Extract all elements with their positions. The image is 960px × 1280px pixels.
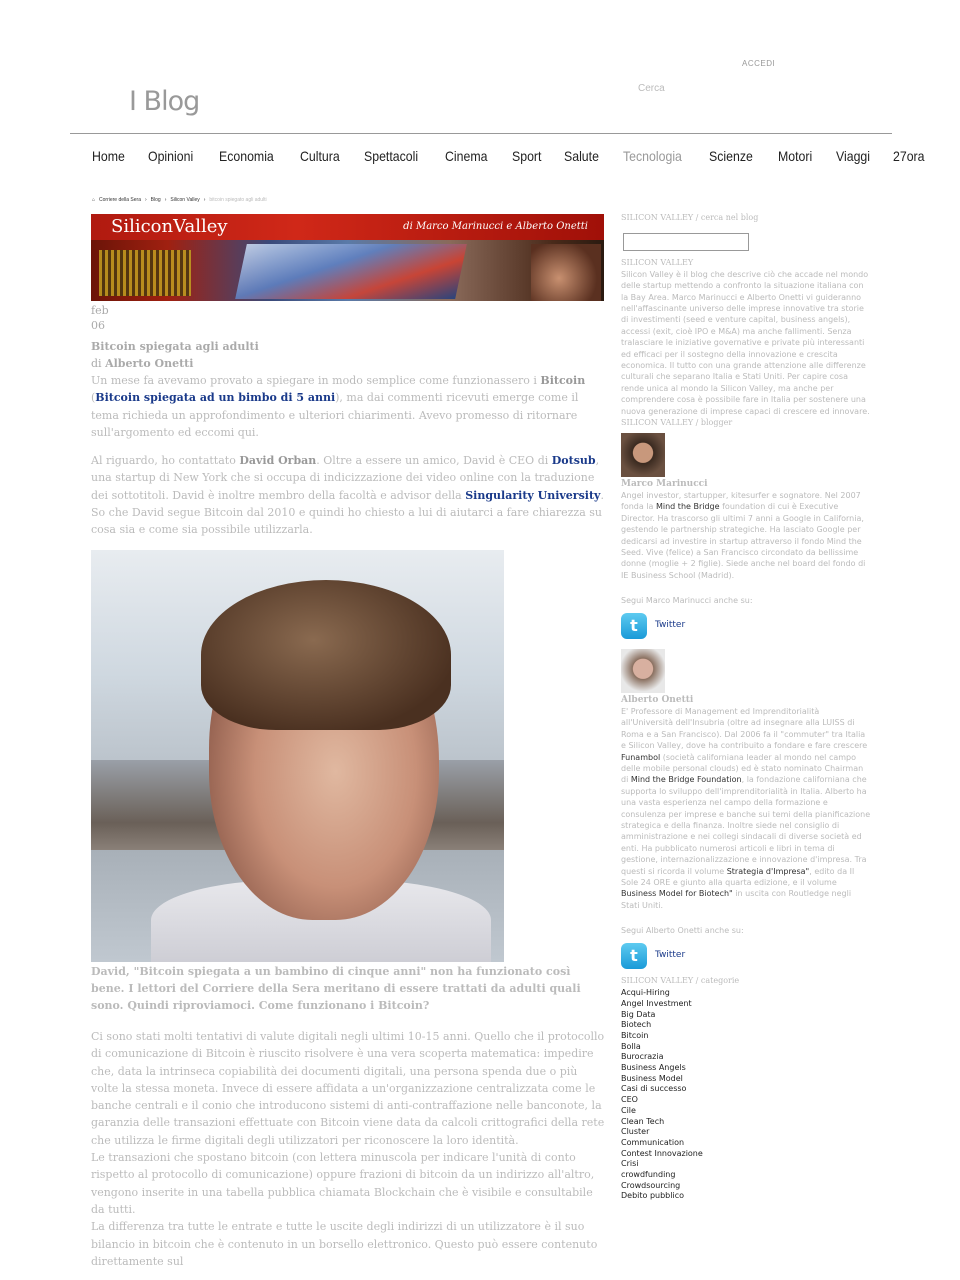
search-label[interactable]: Cerca [638, 83, 665, 94]
sidebar-about-text: Silicon Valley è il blog che descrive ciò che accade nel mondo delle startup mettendo a confronto la situazione italiana con la Bay Area. Marco Marinucci e Alberto Onetti vi guideranno nell'affascinante universo delle imprese innovative tra storie di investimenti (seed e venture capital, business angels), accessi (exit, cioè IPO e M&A) ma anche fallimenti. Senza tralasciare le iniziative governative e private più interessanti ed efficaci per il sostegno della innovazione e crescita economica. Il tutto con una grande attenzione alle differenze culturali che separano Italia e Stati Uniti. Per capire cosa rende unica al mondo la Silicon Valley, ma anche per comprendere cosa è possibile fare in Italia per sostenere una nuova generazione di imprese capaci di crescere ed innovare. [621, 269, 870, 416]
paragraph: Al riguardo, ho contattato David Orban. Oltre a essere un amico, David è CEO di Dotsub, una startup di New York che si occupa di indicizzazione dei video online con la traduzione dei sottotitoli. David è inoltre membro della facoltà e advisor della Singularity University. So che David segue Bitcoin dal 2010 e quindi ho chiesto a lui di aiutarci a fare chiarezza su cosa sia e come sia possibile utilizzarla. [91, 454, 604, 537]
link-singularity-university[interactable]: Singularity University [465, 488, 601, 502]
sidebar-blogger-label: SILICON VALLEY / blogger [621, 418, 733, 428]
category-link[interactable]: Crisi [621, 1159, 639, 1169]
site-logo[interactable]: I Blog [129, 86, 200, 117]
twitter-follow-marco[interactable] [621, 613, 871, 639]
breadcrumb-item[interactable]: Silicon Valley [170, 197, 200, 203]
category-link[interactable]: Communication [621, 1137, 685, 1147]
follow-label: Segui Marco Marinucci anche su: [621, 596, 753, 606]
photo-hair [201, 580, 451, 730]
paragraph: Un mese fa avevamo provato a spiegare in modo semplice come funzionassero i Bitcoin (Bitcoin spiegata ad un bimbo di 5 anni), ma dai commenti ricevuti emerge come il tema richieda un approfondimento e ulteriori chiarimenti. Avevo promesso di ritornare sull'argomento ed eccomi qui. [91, 374, 586, 439]
avatar-alberto-onetti[interactable] [621, 649, 665, 693]
link-mind-the-bridge-foundation[interactable]: Mind the Bridge Foundation [630, 775, 742, 785]
byline-prefix: di [91, 357, 102, 370]
link-dotsub[interactable]: Dotsub [551, 454, 596, 468]
nav-item-home[interactable]: Home [92, 148, 125, 164]
banner-chip-image [99, 250, 191, 296]
avatar-marco-marinucci[interactable] [621, 433, 665, 477]
twitter-label[interactable]: Twitter [655, 949, 686, 960]
breadcrumb-item[interactable]: Blog [150, 197, 161, 203]
nav-item-viaggi[interactable]: Viaggi [835, 148, 870, 164]
sidebar [621, 212, 871, 1202]
blogger-bio: E' Professore di Management ed Imprenditorialità all'Università dell'Insubria (oltre ad insegnare alla LUISS di Roma e a San Francisco). Dal 2006 fa il "commuter" tra Italia e Silicon Valley, dove ha contribuito a fondare e fare crescere Funambol (società californiana leader al mondo nel campo delle mobile personal clouds) ed è stato nominato Chairman di Mind the Bridge Foundation, la fondazione californiana che supporta lo sviluppo dell'imprenditorialità in Italia. Alberto ha una vasta esperienza nel campo della formazione e consulenza per imprese e banche sui temi della pianificazione strategica e della finanza. Inoltre siede nel consiglio di amministrazione e nei collegi sindacali di diverse società ed enti. Ha pubblicato numerosi articoli e libri in tema di gestione, internazionalizzazione e innovazione d'impresa. Tra questi si ricorda il volume Strategia d'Impresa", edito da Il Sole 24 ORE e giunto alla quarta edizione, e il volume Business Model for Biotech" in uscita con Routledge negli Stati Uniti. [621, 706, 871, 910]
post-title[interactable]: Bitcoin spiegata agli adulti [91, 340, 259, 353]
category-link[interactable]: Business Model [621, 1073, 683, 1083]
category-link[interactable]: CEO [621, 1095, 638, 1105]
category-link[interactable]: Big Data [621, 1009, 656, 1019]
header-divider [70, 133, 892, 134]
blog-search-input[interactable] [623, 233, 749, 251]
category-link[interactable]: Bolla [621, 1041, 641, 1051]
chevron-right-icon: › [164, 197, 167, 203]
paragraph: Le transazioni che spostano bitcoin (con lettera minuscola per indicare l'unità di conto rispetto al protocollo di comunicazione) oppure frazioni di bitcoin da un indirizzo all'altro, vengono inserite in una tabella pubblica chiamata Blockchain che è visibile e consultabile da tutti. [91, 1151, 595, 1216]
blog-post [91, 303, 606, 550]
twitter-icon[interactable]: t [621, 613, 647, 639]
link-funambol[interactable]: Funambol [621, 752, 661, 762]
nav-item-spettacoli[interactable]: Spettacoli [364, 148, 419, 164]
link-bitcoin-bimbo[interactable]: Bitcoin spiegata ad un bimbo di 5 anni [95, 391, 336, 405]
category-link[interactable]: Acqui-Hiring [621, 988, 670, 998]
post-day: 06 [91, 319, 105, 332]
category-link[interactable]: Biotech [621, 1020, 652, 1030]
nav-item-opinioni[interactable]: Opinioni [148, 148, 194, 164]
link-mind-the-bridge[interactable]: Mind the Bridge [655, 502, 720, 512]
nav-item-economia[interactable]: Economia [218, 148, 274, 164]
category-link[interactable]: Cluster [621, 1127, 650, 1137]
banner-hand-image [531, 244, 601, 301]
post-body-continued [91, 1028, 606, 1280]
breadcrumb-item[interactable]: Corriere della Sera [99, 197, 141, 203]
nav-item-tecnologia[interactable]: Tecnologia [623, 148, 682, 164]
blogger-name[interactable]: Marco Marinucci [621, 478, 708, 489]
sidebar-search-label: SILICON VALLEY / cerca nel blog [621, 213, 759, 222]
category-link[interactable]: Business Angels [621, 1063, 686, 1073]
post-byline [91, 355, 606, 372]
photo-caption: David, "Bitcoin spiegata a un bambino di cinque anni" non ha funzionato così bene. I lettori del Corriere della Sera meritano di essere trattati da adulti quali sono. Quindi riproviamoci. Come funzionano i Bitcoin? [91, 965, 581, 1012]
post-month: feb [91, 304, 109, 317]
home-icon[interactable]: ⌂ [92, 197, 96, 203]
twitter-label[interactable]: Twitter [655, 619, 686, 630]
twitter-icon[interactable]: t [621, 943, 647, 969]
nav-item-salute[interactable]: Salute [564, 148, 600, 164]
blog-banner[interactable] [91, 214, 604, 301]
main-nav [92, 148, 948, 170]
post-author: Alberto Onetti [105, 357, 194, 370]
category-link[interactable]: Cile [621, 1105, 636, 1115]
blogger-name[interactable]: Alberto Onetti [621, 694, 694, 705]
breadcrumb [92, 197, 267, 203]
category-link[interactable]: Angel Investment [621, 998, 692, 1008]
category-link[interactable]: Clean Tech [621, 1116, 665, 1126]
link-strategia-impresa[interactable]: Strategia d'Impresa" [726, 866, 810, 876]
paragraph: Ci sono stati molti tentativi di valute digitali negli ultimi 10-15 anni. Quello che il protocollo di comunicazione di Bitcoin è riuscito risolvere è una vera scoperta matematica: impedire che, data la intrinseca copiabilità dei documenti digitali, una persona spenda due o più volte la stessa moneta. Invece di essere affidata a un'organizzazione centralizzata come le banche centrali e il conio che introducono sistemi di anti-contraffazione nelle banconote, la garanzia delle transazioni effettuate con Bitcoin viene data da calcoli crittografici della rete che utilizza le firme digitali degli utilizzatori per riconoscere la loro identità. [91, 1030, 605, 1147]
category-link[interactable]: Casi di successo [621, 1084, 687, 1094]
david-orban-photo [91, 550, 504, 962]
blogger-bio: Angel investor, startupper, kitesurfer e sognatore. Nel 2007 fonda la Mind the Bridge foundation di cui è Executive Director. Ha trascorso gli ultimi 7 anni a Google in California, gestendo le partnership strategiche. Ha lasciato Google per dedicarsi ad investire in startup attraverso il fondo Mind the Seed. Vive (felice) a San Francisco circondato da bellissime donne (moglie + 2 figlie). Siede anche nel board del fondo di IE Business School (Madrid). [621, 490, 866, 580]
sidebar-about-label: SILICON VALLEY [621, 258, 694, 268]
chevron-right-icon: › [145, 197, 147, 203]
breadcrumb-current: bitcoin spiegato agli adulti [209, 197, 267, 203]
chevron-right-icon: › [203, 197, 206, 203]
nav-item-27ora[interactable]: 27ora [893, 148, 925, 164]
category-link[interactable]: Crowdsourcing [621, 1180, 681, 1190]
nav-item-cinema[interactable]: Cinema [444, 148, 488, 164]
category-link[interactable]: Bitcoin [621, 1030, 649, 1040]
category-list [621, 988, 871, 1202]
link-business-model-biotech[interactable]: Business Model for Biotech" [621, 889, 733, 899]
paragraph: La differenza tra tutte le entrate e tutte le uscite degli indirizzi di un utilizzatore è il suo bilancio in bitcoin che è contenuto in un borsello elettronico. Questo può essere contenuto direttamente sul [91, 1220, 598, 1268]
category-link[interactable]: Burocrazia [621, 1052, 664, 1062]
follow-label: Segui Alberto Onetti anche su: [621, 926, 744, 936]
category-link[interactable]: Debito pubblico [621, 1191, 684, 1201]
category-link[interactable]: Contest Innovazione [621, 1148, 703, 1158]
nav-item-motori[interactable]: Motori [777, 148, 813, 164]
category-link[interactable]: crowdfunding [621, 1170, 676, 1180]
twitter-follow-alberto[interactable] [621, 943, 871, 969]
banner-screen-image [235, 244, 467, 299]
login-link[interactable]: ACCEDI [742, 59, 776, 68]
banner-title: SiliconValley [111, 216, 228, 237]
nav-item-cultura[interactable]: Cultura [300, 148, 340, 164]
banner-authors: di Marco Marinucci e Alberto Onetti [403, 221, 588, 232]
sidebar-categories-label: SILICON VALLEY / categorie [621, 975, 740, 985]
nav-item-scienze[interactable]: Scienze [708, 148, 753, 164]
nav-item-sport[interactable]: Sport [511, 148, 542, 164]
